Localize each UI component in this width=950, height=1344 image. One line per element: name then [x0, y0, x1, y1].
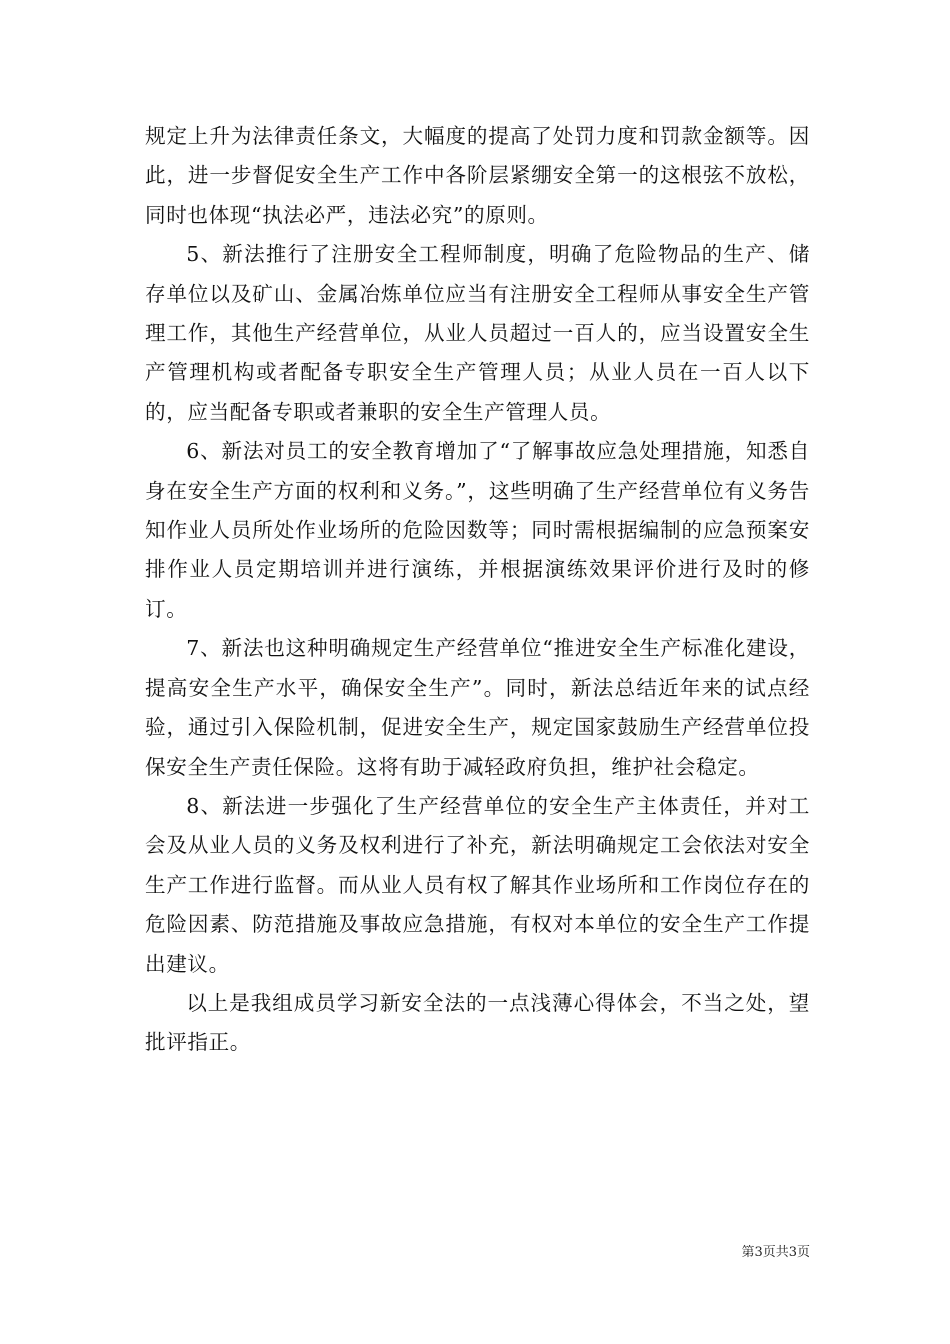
paragraph-item-5: 5、新法推行了注册安全工程师制度，明确了危险物品的生产、储存单位以及矿山、金属冶炼单位应当有注册安全工程师从事安全生产管理工作，其他生产经营单位，从业人员超过一百人的，应当设置安全生产管理机构或者配备专职安全生产管理人员；从业人员在一百人以下的，应当配备专职或者兼职的安全生产管理人员。: [145, 242, 810, 424]
paragraph-item-8: 8、新法进一步强化了生产经营单位的安全生产主体责任，并对工会及从业人员的义务及权利进行了补充，新法明确规定工会依法对安全生产工作进行监督。而从业人员有权了解其作业场所和工作岗位存在的危险因素、防范措施及事故应急措施，有权对本单位的安全生产工作提出建议。: [145, 793, 810, 976]
paragraph-item-6: 6、新法对员工的安全教育增加了“了解事故应急处理措施，知悉自身在安全生产方面的权利和义务。”，这些明确了生产经营单位有义务告知作业人员所处作业场所的危险因数等；同时需根据编制的应急预案安排作业人员定期培训并进行演练，并根据演练效果评价进行及时的修订。: [145, 439, 810, 621]
paragraph-conclusion: 以上是我组成员学习新安全法的一点浅薄心得体会，不当之处，望批评指正。: [145, 990, 810, 1055]
paragraph-continuation: 规定上升为法律责任条文，大幅度的提高了处罚力度和罚款金额等。因此，进一步督促安全生产工作中各阶层紧绷安全第一的这根弦不放松，同时也体现“执法必严，违法必究”的原则。: [145, 124, 810, 227]
paragraph-item-7: 7、新法也这种明确规定生产经营单位“推进安全生产标准化建设，提高安全生产水平，确保安全生产”。同时，新法总结近年来的试点经验，通过引入保险机制，促进安全生产，规定国家鼓励生产经营单位投保安全生产责任保险。这将有助于减轻政府负担，维护社会稳定。: [145, 636, 810, 779]
page-number: 第3页共3页: [741, 1245, 810, 1260]
document-body: [145, 117, 810, 1063]
